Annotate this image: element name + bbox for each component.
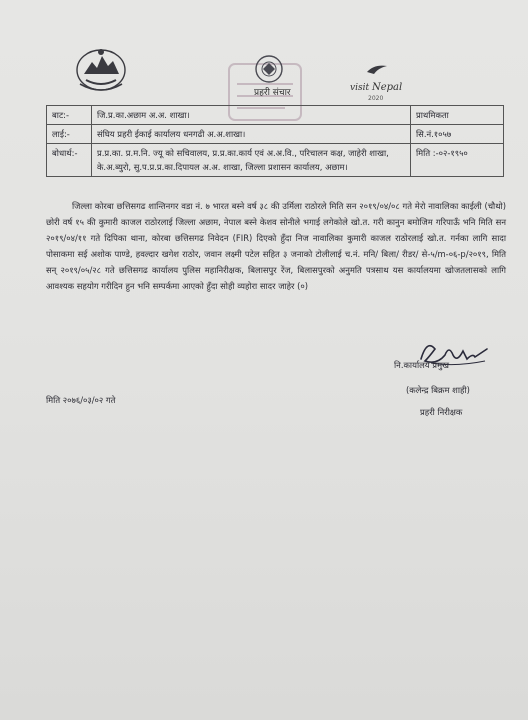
signatory-name: (कलेन्द्र बिक्रम शाही) [406, 385, 470, 395]
from-value: जि.प्र.का.अछाम अ.अ. शाखा। [92, 106, 411, 125]
police-logo-icon [252, 54, 286, 84]
cc-key: बोधार्थ:- [47, 144, 92, 177]
table-row [47, 144, 504, 177]
visit-nepal-bird-icon [366, 62, 388, 76]
from-key: बाट:- [47, 106, 92, 125]
priority-label: प्राथमिकता [411, 106, 504, 125]
table-row [47, 125, 504, 144]
to-value: संघिय प्रहरी ईकाई कार्यालय धनगढी अ.अ.शाखा। [92, 125, 411, 144]
to-key: लाई:- [47, 125, 92, 144]
police-communication-label: प्रहरी संचार [254, 88, 291, 98]
signatory-title: नि.कार्यालय प्रमुख [394, 360, 449, 370]
cc-value: प्र.प्र.का. प्र.म.नि. ज्यू को सचिवालय, प्र.प्र.का.कार्य एवं अ.अ.वि., परिचालन कक्ष, जाहेरी शाखा, के.अ.ब्युरो, सु.प.प्र.प्र.का.दिपायल अ.अ. शाखा, जिल्ला प्रशासन कार्यालय, अछाम। [92, 144, 411, 177]
letter-body: जिल्ला कोरबा छत्तिसगढ शान्तिनगर वडा नं. ७ भारत बस्ने वर्ष ३८ की उर्मिला राठोरले मिति सन २०१९/०४/०८ गते मेरो नावालिका काईली (चौथो) छोरी वर्ष १५ की कुमारी काजल राठोरलाई जिल्ला अछाम, नेपाल बस्ने केशव सोनीले भगाई लगेकोले खो.त. गरी कानुन बमोजिम गरिपाऊँ भनि मिति सन २०१९/०४/११ गते दिपिका थाना, कोरबा छत्तिसगढ निवेदन (FIR) दिएको हुँदा निज नावालिका कुमारी काजल राठोरलाई खो.त. गर्नका लागि सादा पोसाकमा सई अशोक पाण्डे, हवल्दार खगेश राठोर, जवान लक्ष्मी पटेल सहित ३ जनाको टोलीलाई च.नं. मनि/ बिला/ रीडर/ से-५/m-०६-p/२०१९, मिति सन् २०१९/०५/२८ गते छत्तिसगढ कार्यालय पुलिस महानिरीक्षक, बिलासपुर रेंज, बिलासपुरको अनुमति पत्रसाथ यस कार्यालयमा खोजतलासको लागि आवश्यक सहयोग गरीदिन हुन भनि सम्पर्कमा आएको हुँदा सोही व्यहोरा सादर जाहेर (०) [46, 201, 506, 292]
date-cell: मिति :-०२-१९५० [411, 144, 504, 177]
routing-table [46, 105, 504, 177]
table-row [47, 106, 504, 125]
signatory-rank: प्रहरी निरीक्षक [420, 407, 463, 417]
document-date: मिति २०७६/०३/०२ गते [46, 395, 116, 405]
nepal-emblem-icon [72, 44, 130, 94]
serial-number: सि.नं.१०५७ [411, 125, 504, 144]
visit-nepal-year: 2020 [368, 95, 384, 102]
visit-nepal-logo: visit Nepal [350, 82, 403, 93]
